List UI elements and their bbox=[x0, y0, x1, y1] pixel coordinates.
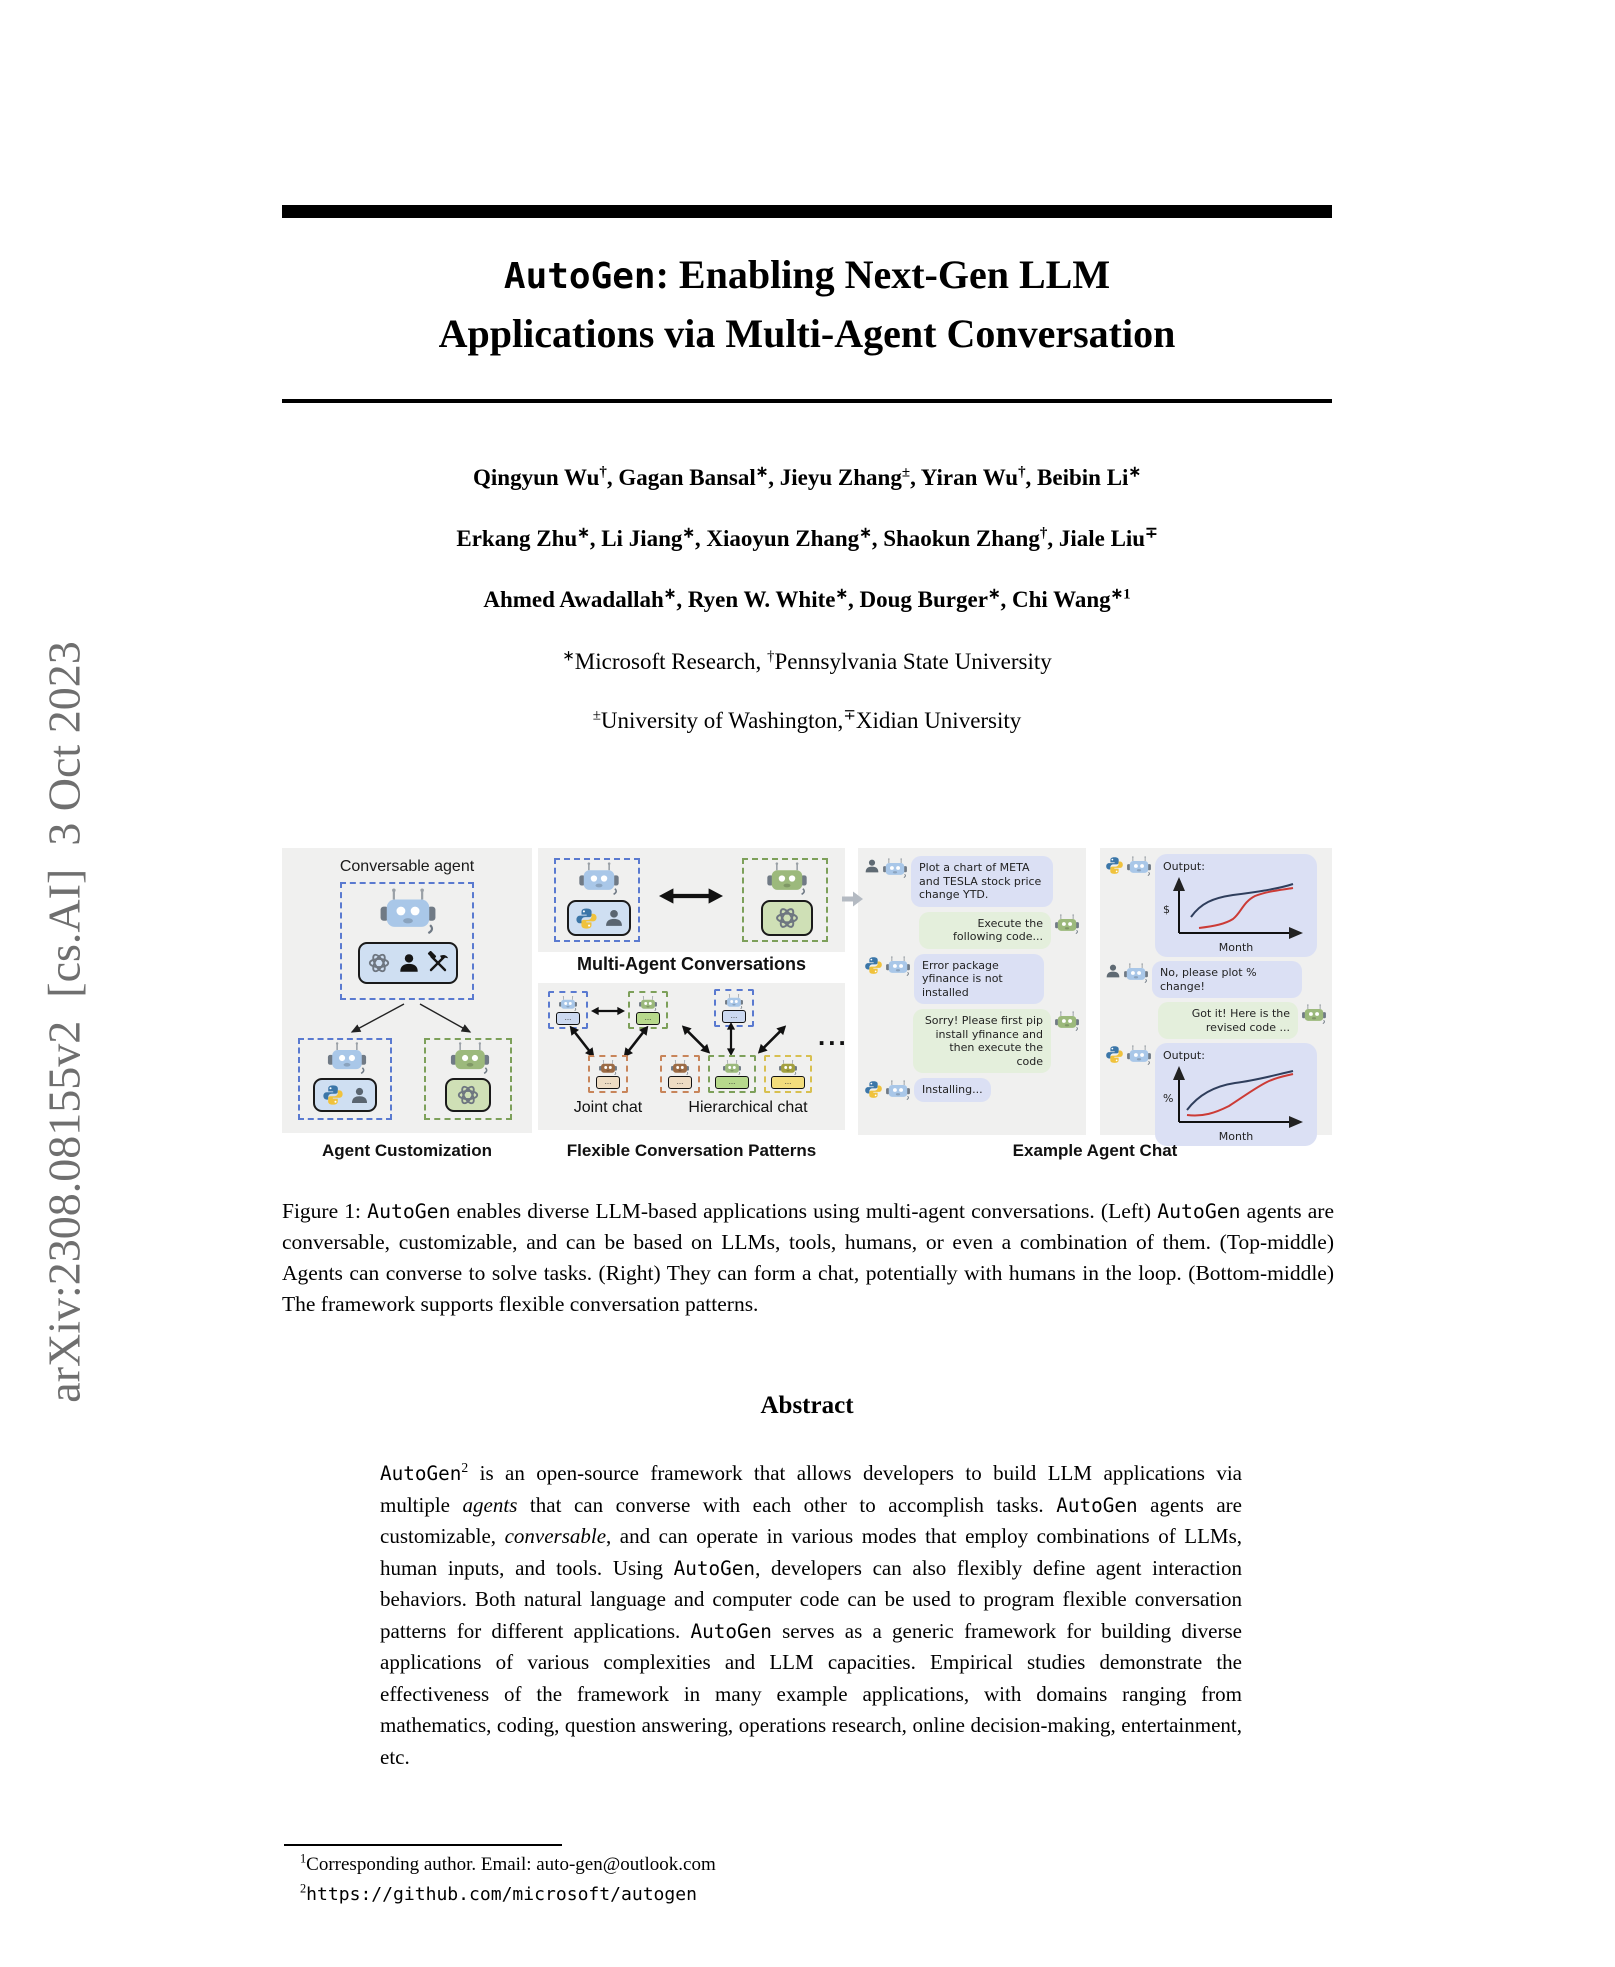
hier-agent-orange bbox=[660, 1055, 700, 1093]
footnote-rule bbox=[284, 1844, 562, 1846]
openai-pill bbox=[761, 900, 813, 936]
chat-blip: ... bbox=[636, 1012, 660, 1025]
double-arrow-icon bbox=[753, 1021, 790, 1058]
y-axis-label: % bbox=[1163, 1092, 1174, 1105]
robot-icon bbox=[885, 956, 911, 976]
chat-message bbox=[864, 1078, 1080, 1102]
robot-icon bbox=[1301, 1004, 1327, 1024]
person-silhouette-icon bbox=[350, 1086, 369, 1105]
chat-blip: ... bbox=[771, 1076, 805, 1089]
llm-agent-box bbox=[424, 1038, 512, 1120]
openai-logo-icon bbox=[773, 904, 801, 932]
conversable-agent-box bbox=[340, 882, 474, 1000]
author-line-3: Ahmed Awadallah∗, Ryen W. White∗, Doug Burger∗, Chi Wang$^{∗1}$ bbox=[483, 586, 1131, 612]
output-chart-bubble bbox=[1155, 854, 1317, 957]
python-logo-icon bbox=[1105, 856, 1124, 875]
agent-a-box bbox=[554, 858, 640, 942]
robot-icon bbox=[450, 1042, 490, 1074]
hierarchical-chat-label: Hierarchical chat bbox=[688, 1099, 808, 1116]
robot-icon bbox=[766, 862, 808, 895]
agent-b-box bbox=[742, 858, 828, 942]
multi-agent-conversations-label: Multi-Agent Conversations bbox=[576, 954, 806, 974]
chat-blip: ... bbox=[722, 1010, 746, 1023]
hammer-pick-icon bbox=[426, 951, 450, 975]
avatar-group bbox=[864, 1078, 911, 1100]
pct-change-chart bbox=[1163, 1062, 1309, 1143]
footnote-corresponding-author: $^1$Corresponding author. Email: auto-gen@outlook.com bbox=[300, 1851, 716, 1875]
double-arrow-icon bbox=[659, 886, 723, 906]
robot-icon bbox=[327, 1042, 367, 1074]
python-logo-icon bbox=[575, 907, 598, 930]
chat-bubble: Error package yfinance is not installed bbox=[914, 954, 1044, 1005]
avatar-group bbox=[1105, 854, 1152, 876]
caption-agent-customization: Agent Customization bbox=[322, 1141, 492, 1160]
affiliation-line-2: ±University of Washington,∓Xidian University bbox=[592, 707, 1022, 733]
chat-bubble: No, please plot % change! bbox=[1152, 961, 1302, 998]
robot-icon bbox=[724, 994, 744, 1009]
robot-icon bbox=[1123, 963, 1149, 983]
robot-icon bbox=[578, 862, 620, 895]
python-logo-icon bbox=[864, 1080, 883, 1099]
abstract-heading: Abstract bbox=[760, 1392, 854, 1419]
robot-icon bbox=[778, 1060, 798, 1075]
avatar-group bbox=[1105, 961, 1149, 983]
paper-title bbox=[282, 246, 1332, 362]
title-line-2: Applications via Multi-Agent Conversation bbox=[438, 311, 1176, 356]
robot-icon bbox=[1054, 1011, 1080, 1031]
person-silhouette-icon bbox=[1105, 963, 1121, 979]
person-silhouette-icon bbox=[864, 858, 880, 874]
more-patterns-ellipsis: ... bbox=[818, 1021, 849, 1051]
python-human-pill bbox=[313, 1078, 377, 1112]
conversable-agent-label: Conversable agent bbox=[339, 858, 475, 875]
robot-icon bbox=[379, 888, 437, 934]
python-logo-icon bbox=[322, 1084, 344, 1106]
chat-message bbox=[1105, 854, 1327, 957]
panel-connector-arrow-icon bbox=[842, 890, 864, 908]
robot-icon bbox=[670, 1060, 690, 1075]
joint-agent-green bbox=[628, 991, 668, 1029]
hier-agent-green bbox=[708, 1055, 756, 1093]
robot-icon bbox=[558, 996, 578, 1011]
output-label: Output: bbox=[1163, 1049, 1205, 1062]
openai-logo-icon bbox=[366, 950, 392, 976]
panel-multi-agent-conversations bbox=[538, 848, 845, 952]
python-logo-icon bbox=[1105, 1045, 1124, 1064]
chat-blip: ... bbox=[715, 1076, 749, 1089]
avatar-group bbox=[864, 954, 911, 976]
panel-example-chat-1 bbox=[858, 848, 1086, 1135]
double-arrow-icon bbox=[677, 1021, 714, 1058]
footnote-github-link[interactable]: $^2$https://github.com/microsoft/autogen bbox=[300, 1881, 697, 1905]
hier-agent-yellow bbox=[764, 1055, 812, 1093]
chart-canvas bbox=[1163, 1062, 1309, 1128]
joint-agent-blue bbox=[548, 991, 588, 1029]
output-label: Output: bbox=[1163, 860, 1205, 873]
panel-conversation-patterns bbox=[538, 983, 849, 1130]
chat-blip: ... bbox=[556, 1012, 580, 1025]
python-human-pill bbox=[567, 900, 631, 936]
chat-bubble: Sorry! Please first pip install yfinance and then execute the code bbox=[913, 1009, 1051, 1073]
person-silhouette-icon bbox=[604, 908, 624, 928]
robot-icon bbox=[885, 1080, 911, 1100]
chat-message bbox=[864, 1009, 1080, 1073]
footnotes bbox=[300, 1850, 716, 1910]
avatar-group bbox=[1105, 1043, 1152, 1065]
robot-icon bbox=[1126, 856, 1152, 876]
robot-icon bbox=[1054, 914, 1080, 934]
chat-blip: ... bbox=[668, 1076, 692, 1089]
robot-icon bbox=[598, 1060, 618, 1075]
double-arrow-icon bbox=[591, 1005, 625, 1017]
figure-1 bbox=[282, 848, 1332, 1173]
stock-price-chart bbox=[1163, 873, 1309, 954]
panel-agent-customization bbox=[282, 848, 532, 1133]
chat-bubble: Installing... bbox=[914, 1078, 991, 1102]
author-list bbox=[282, 465, 1332, 648]
chat-message bbox=[1105, 1043, 1327, 1146]
chat-bubble: Execute the following code... bbox=[919, 912, 1051, 949]
chat-message bbox=[1105, 961, 1327, 998]
capability-pill bbox=[358, 942, 458, 984]
avatar-group bbox=[1054, 912, 1080, 934]
chat-message bbox=[864, 856, 1080, 907]
chat-message bbox=[864, 912, 1080, 949]
openai-logo-icon bbox=[455, 1082, 481, 1108]
chat-bubble: Plot a chart of META and TESLA stock price change YTD. bbox=[911, 856, 1053, 907]
robot-icon bbox=[722, 1060, 742, 1075]
affiliation-line-1: ∗Microsoft Research, †Pennsylvania State University bbox=[562, 648, 1052, 674]
chart-canvas bbox=[1163, 873, 1309, 939]
chat-bubble: Got it! Here is the revised code ... bbox=[1158, 1002, 1298, 1039]
robot-icon bbox=[1126, 1045, 1152, 1065]
chat-message bbox=[1105, 1002, 1327, 1039]
figure-1-caption: Figure 1: AutoGen enables diverse LLM-based applications using multi-agent conversations. (Left) AutoGen agents are conversable, customizable, and can be based on LLMs, tools, humans, or even a combination of them. (Top-middle) Agents can converse to solve tasks. (Right) They can form a chat, potentially with humans in the loop. (Bottom-middle) The framework supports flexible conversation patterns. bbox=[282, 1199, 1335, 1316]
avatar-group bbox=[1054, 1009, 1080, 1031]
customization-arrows bbox=[312, 1002, 502, 1036]
chat-blip: ... bbox=[596, 1076, 620, 1089]
panel-example-chat-2 bbox=[1100, 848, 1332, 1143]
python-logo-icon bbox=[864, 956, 883, 975]
human-tool-agent-box bbox=[298, 1038, 392, 1120]
joint-agent-orange bbox=[588, 1055, 628, 1093]
openai-pill bbox=[445, 1078, 491, 1112]
y-axis-label: $ bbox=[1163, 903, 1170, 916]
affiliations bbox=[282, 649, 1332, 767]
arxiv-watermark: arXiv:2308.08155v2 [cs.AI] 3 Oct 2023 bbox=[38, 641, 90, 1403]
title-rule bbox=[282, 399, 1332, 403]
robot-icon bbox=[882, 858, 908, 878]
robot-icon bbox=[638, 996, 658, 1011]
caption-example-agent-chat: Example Agent Chat bbox=[1012, 1141, 1178, 1160]
author-line-1: Qingyun Wu†, Gagan Bansal∗, Jieyu Zhang±, Yiran Wu†, Beibin Li∗ bbox=[473, 464, 1141, 490]
avatar-group bbox=[1301, 1002, 1327, 1024]
double-arrow-icon bbox=[725, 1022, 737, 1056]
x-axis-label: Month bbox=[1218, 1130, 1254, 1143]
output-chart-bubble bbox=[1155, 1043, 1317, 1146]
author-line-2: Erkang Zhu∗, Li Jiang∗, Xiaoyun Zhang∗, Shaokun Zhang†, Jiale Liu∓ bbox=[456, 525, 1158, 551]
title-line-1: AutoGen: Enabling Next-Gen LLM bbox=[503, 252, 1111, 297]
joint-chat-label: Joint chat bbox=[573, 1099, 643, 1116]
avatar-group bbox=[864, 856, 908, 878]
abstract-body: AutoGen$^2$ is an open-source framework that allows developers to build LLM applications via multiple agents that can converse with each other to accomplish tasks. AutoGen agents are customizable, conversable, and can operate in various modes that employ combinations of LLMs, human inputs, and tools. Using AutoGen, developers can also flexibly define agent interaction behaviors. Both natural language and computer code can be used to program flexible conversation patterns for different applications. AutoGen serves as a generic framework for building diverse applications of various complexities and LLM capacities. Empirical studies demonstrate the effectiveness of the framework in many example applications, with domains ranging from mathematics, coding, question answering, operations research, online decision-making, entertainment, etc. bbox=[380, 1460, 1242, 1769]
caption-flexible-patterns: Flexible Conversation Patterns bbox=[566, 1141, 817, 1160]
chat-message bbox=[864, 954, 1080, 1005]
person-silhouette-icon bbox=[398, 952, 420, 974]
top-rule bbox=[282, 205, 1332, 218]
x-axis-label: Month bbox=[1218, 941, 1254, 954]
